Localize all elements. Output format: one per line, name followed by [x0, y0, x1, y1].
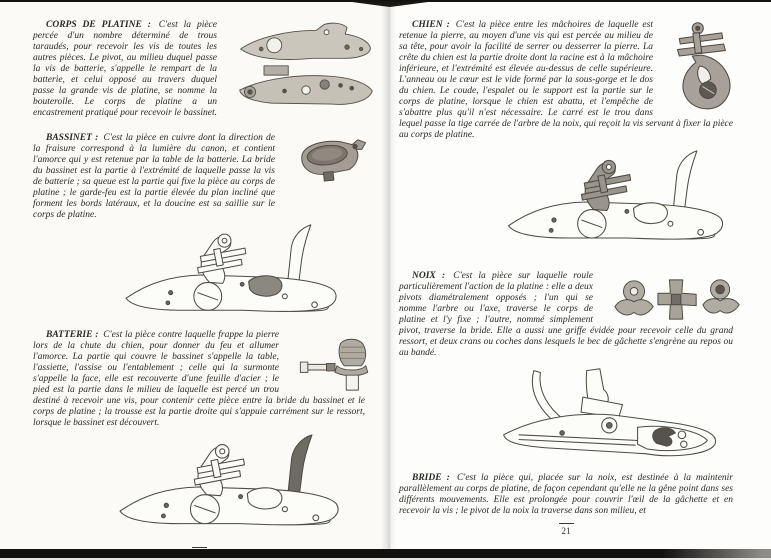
right-page-content: [399, 20, 733, 536]
spine-gutter-shadow: [381, 2, 397, 549]
section-body: C'est la pièce en cuivre dont la direction de la fraisure correspond à la lumière du canon, et contient l'amorce qui y est retenue par la table de la batterie. La bride du bassinet est la partie à l'extrémité de laquelle passe la vis de batterie ; sa queue est la partie qui fixe la pièce au corps de platine ; le garde-feu est la partie élevée du plan incliné que forment les bords latéraux, et la doucine est sa saillie sur le corps de platine.: [33, 133, 275, 220]
figure-bassinet: [281, 133, 365, 221]
lock-interior-drawing: [491, 365, 737, 465]
section-title: BATTERIE :: [46, 330, 99, 340]
section-corps-de-platine: [33, 20, 365, 119]
section-title: CHIEN :: [412, 20, 450, 30]
figure-noix: [599, 271, 733, 326]
figure-lock-interior-noix-highlighted: [491, 365, 737, 465]
figure-flintlock-pan-highlighted: [115, 223, 347, 327]
tumbler-views-drawing: [612, 275, 744, 323]
figure-chien: [659, 20, 733, 119]
section-body: C'est la pièce sur laquelle roule particulièrement l'action de la platine : elle a deux pivots diamétralement opposés ; l'un qui se nomme l'arbre ou l'axe, traverse le corps de platine et l'y fixe ; l'autre, nommé simplement pivot, traverse la bride. Elle a aussi une griffe évidée pour recevoir celle du grand ressort, et deux crans ou coches dans lesquels le bec de gâchette s'engrène au repos ou au bandé.: [399, 271, 733, 358]
section-body: C'est la pièce qui, placée sur la noix, est destinée à la maintenir parallèlement au corps de platine, de façon cependant qu'elle ne la gêne point dans ses différents mouvements. Elle est prolongée pour couvrir l'œil de la gâchette et en recevoir la vis ; le pivot de la noix la traverse dans son milieu, et: [399, 473, 733, 516]
section-batterie: [33, 330, 365, 429]
pan-piece-drawing: [294, 135, 370, 183]
section-title: BRIDE :: [412, 473, 450, 483]
figure-flintlock-frizzen-highlighted: [113, 433, 345, 541]
section-body: C'est la pièce percée d'un nombre déterminé de trous taraudés, pour recevoir les vis de toutes les autres pièces. Le pivot, au milieu duquel passe la vis de batterie, s'appelle le rempart de la batterie, et celui opposé au travers duquel passe la grande vis de platine, se nomme la bouterolle. Le corps de platine a un encastrement pratiqué pour recevoir le bassinet.: [33, 20, 217, 118]
left-page-content: [33, 20, 365, 560]
spine-top-wedge: [352, 2, 428, 7]
book-bottom-edge: [0, 549, 771, 558]
page-number-right: 21: [399, 523, 733, 536]
section-body: C'est la pièce contre laquelle frappe la pierre lors de la chute du chien, pour donner du feu et allumer l'amorce. La partie qui couvre le bassinet s'appelle la table, l'assiette, l'assise ou l'entablement ; celle qui la surmonte s'appelle la face, elle est recouverte d'une feuille d'acier ; le pied est la partie dans le milieu de laquelle est percé un trou destiné à recevoir une vis, pour contenir cette pièce entre la bride du bassinet et le corps de platine ; la trousse est la partie droite qui s'appuie carrément sur le ressort, lorsque le bassinet est découvert.: [33, 330, 365, 428]
flintlock-mechanism-drawing: [113, 433, 345, 541]
flintlock-mechanism-drawing: [115, 223, 347, 327]
section-bride: [399, 473, 733, 517]
section-title: CORPS DE PLATINE :: [46, 20, 151, 30]
lock-plates-drawing: [236, 20, 376, 106]
figure-lock-plates: [223, 20, 365, 108]
section-bassinet: [33, 133, 365, 221]
section-chien: [399, 20, 733, 141]
frizzen-screw-drawing: [298, 334, 372, 392]
figure-flintlock-cock-highlighted: [498, 149, 733, 255]
section-title: BASSINET :: [46, 133, 99, 143]
figure-batterie: [285, 330, 365, 396]
cock-piece-drawing: [672, 20, 742, 116]
section-body: C'est la pièce entre les mâchoires de laquelle est retenue la pierre, au moyen d'une vis qui est percée au milieu de sa tête, pour avoir la facilité de serrer ou desserrer la pierre. La crête du chien est la partie droite dont la racine est à la mâchoire inférieure, et l'extrémité est élevée au-dessus de celle supérieure. L'anneau ou le cœur est le vide formé par la sous-gorge et le dos du chien. Le coude, l'espalet ou le support est la partie sur le corps de platine, lorsque le chien est abattu, et l'empêche de s'abattre plus qu'il n'est nécessaire. Le carré est le trou dans lequel passe la tige carrée de l'arbre de la noix, qui reçoit la vis servant à fixer la pièce au corps de platine.: [399, 20, 733, 140]
flintlock-mechanism-drawing: [498, 149, 733, 255]
section-noix: [399, 271, 733, 359]
section-title: NOIX :: [412, 271, 446, 281]
